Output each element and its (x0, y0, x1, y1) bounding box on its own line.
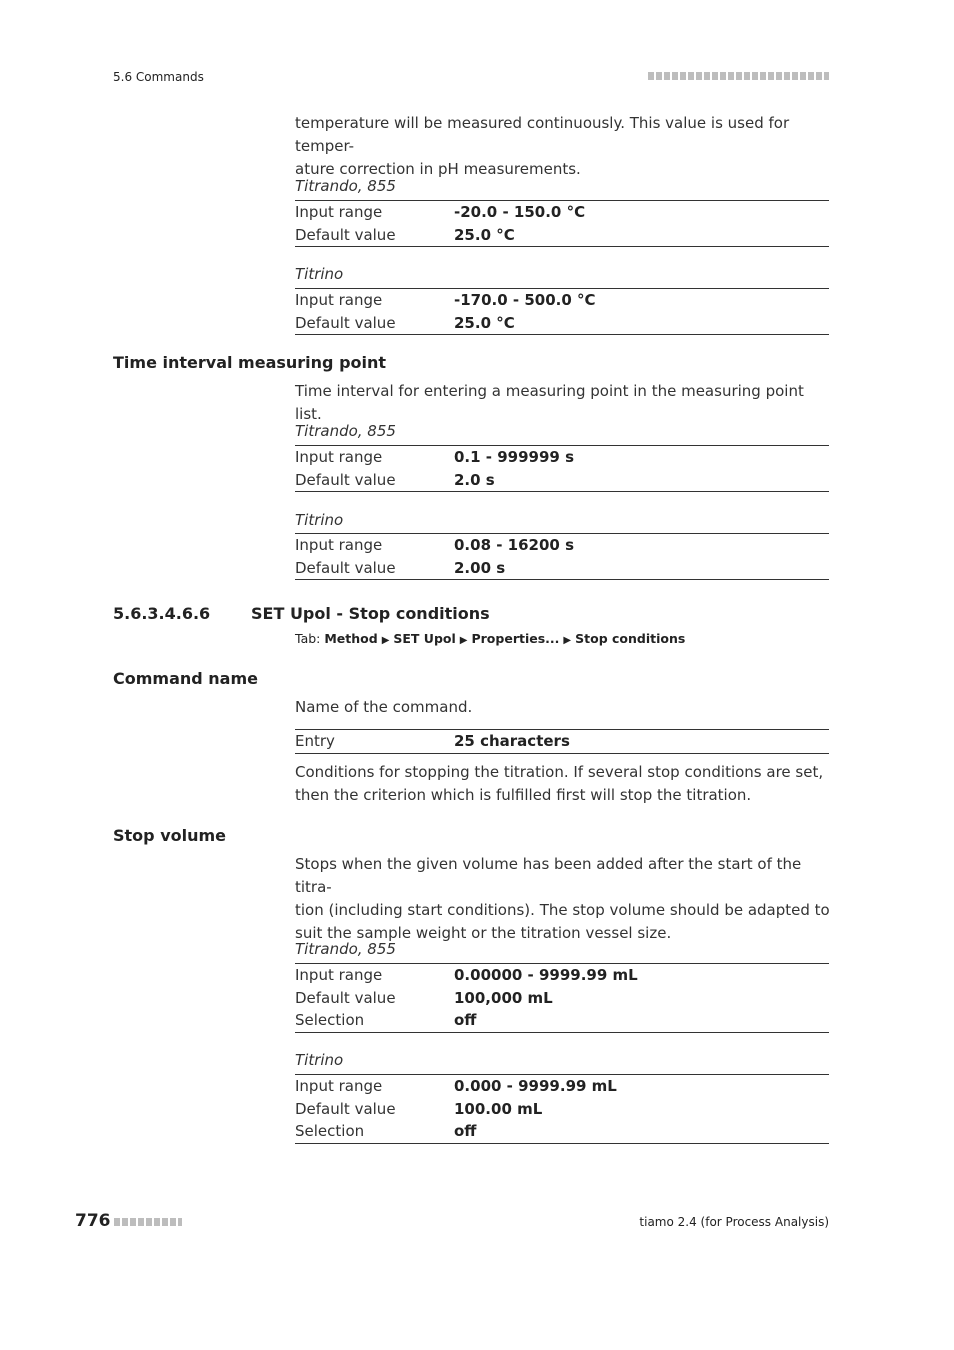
table-row: Input range 0.08 - 16200 s (295, 536, 575, 555)
parameter-table (295, 1074, 829, 1144)
parameter-table (295, 533, 829, 580)
section-title: SET Upol - Stop conditions (251, 604, 490, 623)
table-caption: Titrando, 855 (295, 177, 396, 195)
table-row: Default value 100,000 mL (295, 988, 553, 1007)
parameter-table (295, 288, 829, 335)
table-caption: Titrando, 855 (295, 940, 396, 958)
tab-path-item: Method (324, 631, 378, 646)
arrow-right-icon: ▶ (381, 635, 390, 646)
header-decoration (648, 72, 829, 80)
table-row: Default value 25.0 °C (295, 225, 515, 244)
tab-path-item: Properties... (471, 631, 560, 646)
footer-decoration (114, 1218, 182, 1226)
table-row: Input range 0.1 - 999999 s (295, 448, 575, 467)
parameter-table (295, 729, 829, 754)
table-caption: Titrino (295, 1051, 344, 1069)
tab-path-item: Stop conditions (575, 631, 686, 646)
running-header-section: 5.6 Commands (113, 70, 204, 84)
product-name: tiamo 2.4 (for Process Analysis) (639, 1215, 829, 1229)
parameter-description: Stops when the given volume has been added after the start of the titra- tion (including start conditions). The stop volume should be adapted to suit the sample weight or the titration vessel size. (295, 855, 830, 942)
table-row: Selection off (295, 1122, 477, 1141)
parameter-heading: Stop volume (113, 826, 227, 845)
table-row: Default value 2.0 s (295, 470, 495, 489)
tab-path: Tab: Method ▶ SET Upol ▶ Properties... ▶ Stop conditions (295, 631, 686, 646)
section-number: 5.6.3.4.6.6 (113, 604, 211, 623)
table-row: Input range 0.000 - 9999.99 mL (295, 1077, 617, 1096)
parameter-table (295, 200, 829, 247)
table-row: Default value 2.00 s (295, 558, 506, 577)
table-row: Entry 25 characters (295, 732, 570, 751)
table-row: Selection off (295, 1011, 477, 1030)
page-number: 776 (75, 1211, 111, 1231)
parameter-table (295, 445, 829, 492)
table-row: Default value 100.00 mL (295, 1099, 543, 1118)
table-caption: Titrino (295, 511, 344, 529)
table-row: Input range -20.0 - 150.0 °C (295, 203, 586, 222)
parameter-heading: Command name (113, 669, 258, 688)
table-row: Input range -170.0 - 500.0 °C (295, 291, 596, 310)
table-caption: Titrino (295, 265, 344, 283)
arrow-right-icon: ▶ (563, 635, 572, 646)
parameter-table (295, 963, 829, 1033)
arrow-right-icon: ▶ (459, 635, 468, 646)
parameter-description: Name of the command. (295, 698, 473, 716)
parameter-heading: Time interval measuring point (113, 353, 387, 372)
table-caption: Titrando, 855 (295, 422, 396, 440)
tab-path-item: SET Upol (393, 631, 456, 646)
intro-paragraph: temperature will be measured continuously. This value is used for temper- ature correction in pH measurements. (295, 114, 790, 178)
table-row: Default value 25.0 °C (295, 313, 515, 332)
stop-conditions-paragraph: Conditions for stopping the titration. If several stop conditions are set, then the criterion which is fulfilled first will stop the titration. (295, 763, 824, 804)
table-row: Input range 0.00000 - 9999.99 mL (295, 966, 638, 985)
parameter-description: Time interval for entering a measuring point in the measuring point list. (295, 382, 804, 423)
